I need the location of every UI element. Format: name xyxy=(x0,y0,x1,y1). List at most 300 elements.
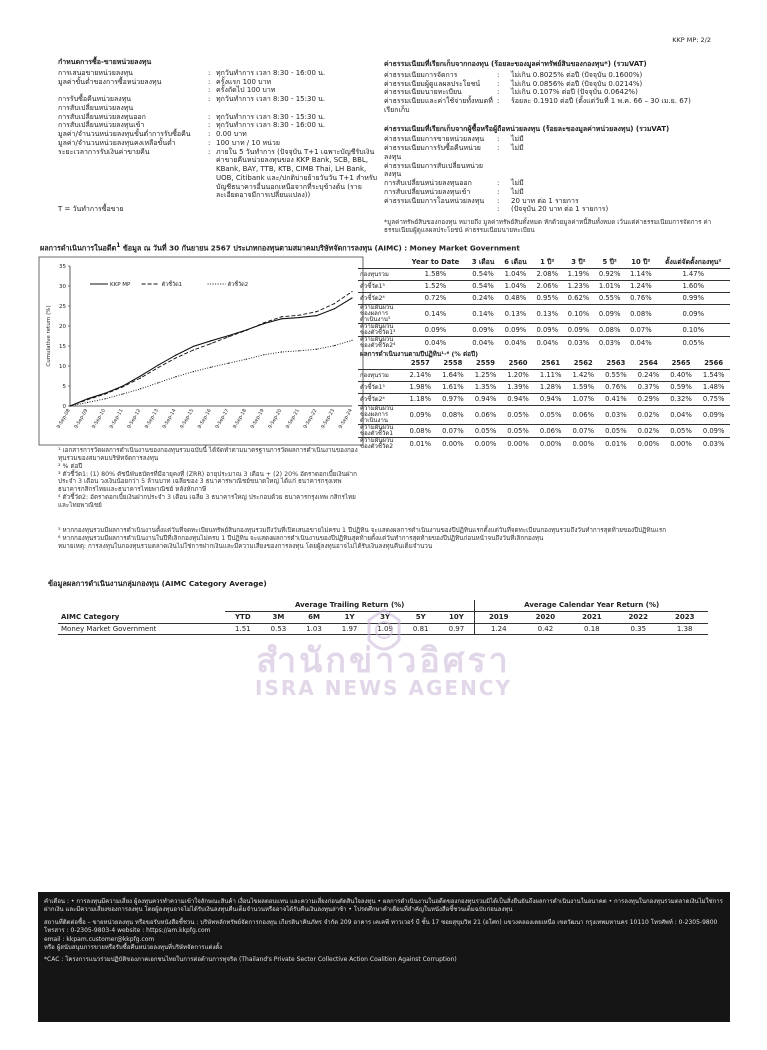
watermark-english: ISRA NEWS AGENCY xyxy=(255,676,512,700)
trading-colon xyxy=(208,104,216,113)
trading-colon: : xyxy=(208,86,211,95)
row-value: 0.00% xyxy=(665,438,698,451)
trading-label: การสับเปลี่ยนหน่วยลงทุน xyxy=(58,103,134,112)
row-value: 1.04% xyxy=(499,269,531,281)
watermark-thai: สำนักข่าวอิศรา xyxy=(256,641,511,681)
investor-fee-row xyxy=(384,205,724,214)
row-label: ตัวชี้วัด1³ xyxy=(358,382,404,394)
table-header-cell: 2558 xyxy=(443,359,463,368)
row-value: 0.09% xyxy=(697,406,730,425)
trailing-return-table xyxy=(358,257,730,349)
row-value: 1.18% xyxy=(404,394,437,406)
aimc-value: 0.53 xyxy=(270,624,287,633)
row-value: 0.09% xyxy=(697,425,730,438)
table-header-cell: 3 เดือน xyxy=(471,258,495,267)
row-value: 1.61% xyxy=(437,382,470,394)
data-point xyxy=(316,311,317,312)
row-value: 1.07% xyxy=(567,394,600,406)
y-tick-label: 20 xyxy=(59,324,66,330)
data-point xyxy=(158,367,159,368)
row-value: 0.09% xyxy=(404,324,467,337)
row-value: 0.95% xyxy=(532,293,563,305)
data-point xyxy=(246,359,247,360)
investor-fee-value: ไม่มี xyxy=(511,135,524,144)
row-label: ความผันผวนของผลการดำเนินงาน xyxy=(358,406,404,425)
data-point xyxy=(140,375,141,376)
row-value: 0.06% xyxy=(469,406,502,425)
fund-fee-colon: : xyxy=(497,97,500,105)
fund-fee-value: ไม่เกิน 0.0856% ต่อปี (ปัจจุบัน 0.0214%) xyxy=(511,79,643,88)
row-value: 0.97% xyxy=(437,394,470,406)
row-value: 1.01% xyxy=(594,281,625,293)
row-label: ตัวชี้วัด2⁴ xyxy=(358,394,404,406)
row-value: 0.00% xyxy=(567,438,600,451)
row-value: 0.13% xyxy=(499,305,531,324)
fund-fee-colon: : xyxy=(497,70,500,79)
data-point xyxy=(105,393,106,394)
data-point xyxy=(228,335,229,336)
table-row xyxy=(358,438,730,451)
investor-fee-row xyxy=(384,179,724,188)
trading-row xyxy=(58,130,378,139)
data-point xyxy=(210,340,211,341)
table-header-row xyxy=(358,358,730,370)
row-value: 0.14% xyxy=(467,305,499,324)
t-note: T = วันทำการซื้อขาย xyxy=(58,205,124,213)
row-value: 1.04% xyxy=(499,281,531,293)
aimc-value: 0.42 xyxy=(537,624,554,633)
calendar-title: ผลการดำเนินงานตามปีปฏิทิน¹·⁶ (% ต่อปี) xyxy=(360,350,478,358)
row-value: 0.14% xyxy=(404,305,467,324)
data-point xyxy=(281,318,282,319)
table-header-blank xyxy=(358,257,404,269)
cumulative-return-chart xyxy=(38,256,364,446)
row-value: 0.29% xyxy=(632,394,665,406)
data-point xyxy=(140,388,141,389)
aimc-category-header: AIMC Category xyxy=(61,612,120,621)
trading-label: การรับซื้อคืนหน่วยลงทุน xyxy=(58,95,132,103)
x-tick-label: 9-Sep-18 xyxy=(232,408,248,430)
row-value: 2.08% xyxy=(532,269,563,281)
fund-fee-row xyxy=(384,88,724,97)
investor-fees-title: ค่าธรรมเนียมที่เรียกเก็บจากผู้ซื้อหรือผู้ถือหน่วยลงทุน (ร้อยละของมูลค่าหน่วยลงทุน) (รวมVAT) xyxy=(384,124,670,133)
row-value: 0.75% xyxy=(697,394,730,406)
table-row xyxy=(358,337,730,350)
page-number: KKP MP: 2/2 xyxy=(672,36,711,44)
investor-fee-label xyxy=(384,205,497,214)
data-point xyxy=(281,316,282,317)
row-value: 0.07% xyxy=(567,425,600,438)
table-header-cell: 5 ปี² xyxy=(602,258,617,267)
investor-fee-label: ค่าธรรมเนียมการสับเปลี่ยนหน่วยลงทุน xyxy=(384,161,484,179)
row-value: 0.24% xyxy=(632,370,665,382)
row-value: 1.14% xyxy=(625,269,656,281)
calendar-return-table xyxy=(358,358,730,450)
footer-warning-box xyxy=(38,892,730,1022)
x-tick-label: 9-Sep-09 xyxy=(74,408,90,430)
row-value: 0.05% xyxy=(469,425,502,438)
table-header-cell: 2566 xyxy=(704,359,724,368)
footnote: ² % ต่อปี xyxy=(58,462,83,470)
footer-email: email : kkpam.customer@kkpfg.com xyxy=(44,935,155,943)
trading-value: ครั้งถัดไป 100 บาท xyxy=(216,86,276,95)
aimc-header-cell: 2019 xyxy=(475,611,522,623)
data-point xyxy=(334,303,335,304)
data-point xyxy=(299,315,300,316)
aimc-value: 1.03 xyxy=(306,624,322,633)
aimc-header-cell: 2022 xyxy=(628,612,648,621)
trading-row xyxy=(58,86,378,95)
row-value: 1.59% xyxy=(567,382,600,394)
row-value: 0.04% xyxy=(467,337,499,350)
row-value: 0.08% xyxy=(594,324,625,337)
table-row xyxy=(358,394,730,406)
row-value: 0.94% xyxy=(502,394,535,406)
trading-label: มูลค่า/จำนวนหน่วยลงทุนขั้นต่ำการรับซื้อคืน xyxy=(58,130,191,138)
row-value: 0.08% xyxy=(625,305,656,324)
row-value: 0.01% xyxy=(600,438,633,451)
series-line-1 xyxy=(70,298,352,406)
fund-fee-colon: : xyxy=(497,88,500,97)
trading-row xyxy=(58,113,378,122)
investor-fee-label: ค่าธรรมเนียมการโอนหน่วยลงทุน xyxy=(384,196,485,205)
trading-colon: : xyxy=(208,147,211,156)
row-value: 0.94% xyxy=(469,394,502,406)
row-value: 0.02% xyxy=(632,425,665,438)
x-tick-label: 9-Sep-15 xyxy=(179,408,196,430)
series-line-2 xyxy=(70,292,352,406)
row-value: 0.99% xyxy=(656,293,730,305)
trading-colon: : xyxy=(208,130,211,138)
fund-fee-label: ค่าธรรมเนียมผู้ดูแลผลประโยชน์ xyxy=(384,79,481,88)
trading-value: ทุกวันทำการ เวลา 8:30 - 15:30 น. xyxy=(216,95,326,103)
row-label: ความผันผวนของตัวชี้วัด1³ xyxy=(358,324,404,337)
table-header-cell: 2557 xyxy=(410,359,430,368)
y-axis-label: Cumulative return (%) xyxy=(46,305,52,367)
performance-title-sup: 1 xyxy=(116,242,121,249)
trading-row xyxy=(58,121,378,130)
performance-title-main: ผลการดำเนินการในอดีต xyxy=(40,243,117,253)
row-value: 0.00% xyxy=(437,438,470,451)
aimc-value: 0.81 xyxy=(412,624,429,633)
row-value: 0.09% xyxy=(656,305,730,324)
legend-label: ตัวชี้วัด1 xyxy=(161,282,183,288)
row-value: 0.03% xyxy=(697,438,730,451)
row-value: 0.92% xyxy=(594,269,625,281)
x-tick-label: 9-Sep-12 xyxy=(127,408,143,430)
trading-label xyxy=(58,86,208,95)
trading-label: ระยะเวลาการรับเงินค่าขายคืน xyxy=(58,147,150,156)
footer-agents: หรือ ผู้สนับสนุนการขายหรือรับซื้อคืนหน่วยลงทุนที่บริษัทจัดการแต่งตั้ง xyxy=(44,943,223,951)
table-header-cell: Year to Date xyxy=(411,258,460,267)
aimc-category: Money Market Government xyxy=(61,624,157,633)
row-value: 0.09% xyxy=(563,324,594,337)
row-label: ความผันผวนของตัวชี้วัด2⁴ xyxy=(358,337,404,350)
aimc-header-cell: 10Y xyxy=(449,612,464,621)
aimc-value: 0.97 xyxy=(448,624,465,633)
x-tick-label: 9-Sep-08 xyxy=(56,408,72,430)
trading-row xyxy=(58,78,378,87)
investor-fee-row xyxy=(384,188,724,197)
data-point xyxy=(105,398,106,399)
row-value: 0.54% xyxy=(467,269,499,281)
row-value: 0.05% xyxy=(502,425,535,438)
table-row xyxy=(358,406,730,425)
investor-fee-row xyxy=(384,144,724,162)
data-point xyxy=(246,330,247,331)
table-header-cell: 2559 xyxy=(476,359,495,368)
x-tick-label: 9-Sep-13 xyxy=(144,408,160,430)
trading-row xyxy=(58,69,378,78)
investor-fee-label: การสับเปลี่ยนหน่วยลงทุนออก xyxy=(384,179,472,187)
aimc-header-cell: YTD xyxy=(234,612,251,621)
investor-fee-row xyxy=(384,162,724,180)
table-row xyxy=(358,370,730,382)
table-row xyxy=(358,382,730,394)
y-tick-label: 10 xyxy=(59,364,66,370)
row-value: 0.00% xyxy=(502,438,535,451)
row-value: 1.11% xyxy=(534,370,567,382)
row-value: 0.07% xyxy=(625,324,656,337)
row-value: 0.40% xyxy=(665,370,698,382)
row-value: 0.09% xyxy=(499,324,531,337)
table-header-blank xyxy=(358,358,404,370)
row-value: 0.48% xyxy=(499,293,531,305)
table-header-cell: ตั้งแต่จัดตั้งกองทุน² xyxy=(665,258,722,267)
aimc-title: ข้อมูลผลการดำเนินงานกลุ่มกองทุน (AIMC Category Average) xyxy=(48,579,267,588)
aimc-header-cell: 3Y xyxy=(380,612,391,621)
data-point xyxy=(228,336,229,337)
table-header-cell: 2563 xyxy=(606,359,626,368)
aimc-value: 1.09 xyxy=(377,624,393,633)
row-value: 0.05% xyxy=(665,425,698,438)
row-value: 0.09% xyxy=(594,305,625,324)
y-tick-label: 35 xyxy=(59,264,66,270)
series-line-3 xyxy=(70,340,352,406)
fund-fee-row xyxy=(384,97,724,115)
data-point xyxy=(299,317,300,318)
data-point xyxy=(122,393,123,394)
data-point xyxy=(316,349,317,350)
trading-rows xyxy=(58,69,378,200)
aimc-value: 1.24 xyxy=(475,623,522,635)
trading-value: 100 บาท / 10 หน่วย xyxy=(216,138,280,147)
trading-value: ครั้งแรก 100 บาท xyxy=(216,77,272,86)
fund-fee-rows xyxy=(384,71,724,115)
x-tick-label: 9-Sep-22 xyxy=(303,408,319,430)
footnotes-wide xyxy=(58,527,698,551)
trading-label: การเสนอขายหน่วยลงทุน xyxy=(58,68,133,77)
row-value: 0.08% xyxy=(404,425,437,438)
data-point xyxy=(334,345,335,346)
aimc-value: 0.35 xyxy=(630,624,647,633)
row-value: 0.02% xyxy=(632,406,665,425)
trading-value: ภายใน 5 วันทำการ (ปัจจุบัน T+1 เฉพาะบัญชีรับเงินค่าขายคืนหน่วยลงทุนของ KKP Bank, SCB, BBL, KBank, BAY, TTB, KTB, CIMB Thai, LH Bank, UOB, Citibank และ/ปกติบ่ายย้ายวันวัน T+1 สำหรับบัญชีธนาคารอื่นนอกเหนือจากที่ระบุข้างต้น (รายละเอียดอาจมีการเปลี่ยนแปลง)) xyxy=(216,147,378,200)
y-tick-label: 0 xyxy=(62,404,66,410)
row-value: 0.32% xyxy=(665,394,698,406)
data-point xyxy=(299,350,300,351)
fund-fees-title: ค่าธรรมเนียมที่เรียกเก็บจากกองทุน (ร้อยละของมูลค่าทรัพย์สินของกองทุน*) (รวมVAT) xyxy=(384,60,647,68)
aimc-value: 0.18 xyxy=(584,624,600,633)
fee-note: *มูลค่าทรัพย์สินของกองทุน หมายถึง มูลค่าทรัพย์สินทั้งหมด หักด้วยมูลค่าหนี้สินทั้งหมด เว้นแต่ค่าธรรมเนียมการจัดการ ค่าธรรมเนียมผู้ดูแลผลประโยชน์ ค่าธรรมเนียมนายทะเบียน xyxy=(384,219,712,234)
aimc-header-cell: 2021 xyxy=(582,612,602,621)
footnote: ⁴ ตัวชี้วัด2: อัตราดอกเบี้ยเงินฝากประจำ 3 เดือน เฉลี่ย 3 ธนาคารใหญ่ ประกอบด้วย ธนาคารกรุงเทพ กสิกรไทย และไทยพาณิชย์ xyxy=(58,494,356,510)
data-point xyxy=(210,343,211,344)
investor-fee-colon: : xyxy=(497,144,500,152)
trading-label: การสับเปลี่ยนหน่วยลงทุนออก xyxy=(58,112,146,121)
row-value: 1.28% xyxy=(534,382,567,394)
row-value: 0.41% xyxy=(600,394,633,406)
aimc-value: 1.51 xyxy=(235,624,251,633)
row-value: 0.08% xyxy=(437,406,470,425)
footnote: หมายเหตุ: การลงทุนในกองทุนรวมตลาดเงินไม่ใช่การฝากเงินและมีความเสี่ยงของการลงทุน โดยผู้ลงทุนอาจไม่ได้รับเงินลงทุนคืนเต็มจำนวน xyxy=(58,542,433,550)
fund-fee-label: ค่าธรรมเนียมและค่าใช้จ่ายทั้งหมดที่เรียกเก็บ xyxy=(384,97,493,114)
row-label: ความผันผวนของตัวชี้วัด2 xyxy=(358,438,404,451)
row-value: 0.05% xyxy=(656,337,730,350)
aimc-header-cell: 6M xyxy=(308,612,320,621)
row-value: 0.05% xyxy=(534,406,567,425)
investor-fee-value: ไม่มี xyxy=(511,187,524,196)
row-value: 0.04% xyxy=(404,337,467,350)
row-value: 0.00% xyxy=(534,438,567,451)
aimc-header-cell: 3M xyxy=(272,612,285,621)
row-value: 0.03% xyxy=(594,337,625,350)
row-value: 1.25% xyxy=(469,370,502,382)
trading-label: มูลค่าขั้นต่ำของการซื้อหน่วยลงทุน xyxy=(58,77,162,86)
data-point xyxy=(193,371,194,372)
data-point xyxy=(158,365,159,366)
x-tick-label: 9-Sep-20 xyxy=(268,408,284,430)
performance-title xyxy=(40,242,740,252)
x-tick-label: 9-Sep-21 xyxy=(285,408,301,430)
trading-colon: : xyxy=(208,95,211,103)
row-value: 2.14% xyxy=(404,370,437,382)
row-value: 0.76% xyxy=(625,293,656,305)
data-point xyxy=(87,399,88,400)
table-header-cell: 3 ปี² xyxy=(571,258,586,267)
trading-row xyxy=(58,148,378,201)
row-value: 0.24% xyxy=(467,293,499,305)
x-tick-label: 9-Sep-19 xyxy=(250,408,266,430)
data-point xyxy=(193,349,194,350)
table-row xyxy=(358,305,730,324)
row-value: 0.94% xyxy=(534,394,567,406)
table-header-cell: 6 เดือน xyxy=(504,258,527,267)
data-point xyxy=(140,377,141,378)
table-row xyxy=(358,269,730,281)
x-tick-label: 9-Sep-17 xyxy=(215,408,231,430)
row-value: 0.55% xyxy=(594,293,625,305)
table-row xyxy=(358,293,730,305)
row-value: 0.06% xyxy=(567,406,600,425)
data-point xyxy=(316,315,317,316)
x-tick-label: 9-Sep-14 xyxy=(162,408,178,430)
trading-value: 0.00 บาท xyxy=(216,130,247,138)
row-value: 1.54% xyxy=(697,370,730,382)
row-label: ตัวชี้วัด1³ xyxy=(358,281,404,293)
row-value: 0.09% xyxy=(532,324,563,337)
row-value: 1.24% xyxy=(625,281,656,293)
trading-colon: : xyxy=(208,77,211,86)
footnotes xyxy=(58,447,358,510)
investor-fee-row xyxy=(384,197,724,206)
data-point xyxy=(175,357,176,358)
table-header-cell: 10 ปี² xyxy=(631,258,651,267)
row-value: 0.59% xyxy=(665,382,698,394)
fees-section xyxy=(384,60,724,235)
fund-fee-value: ไม่เกิน 0.107% ต่อปี (ปัจจุบัน 0.0642%) xyxy=(511,88,638,97)
footer-cac: *CAC : โครงการแนวร่วมปฏิบัติของภาคเอกชนไทยในการต่อต้านการทุจริต (Thailand's Private Sector Collective Action Coalition Against Corruption) xyxy=(44,956,457,964)
table-header-cell: 2561 xyxy=(541,359,561,368)
y-tick-label: 25 xyxy=(59,304,66,310)
investor-fee-label: ค่าธรรมเนียมการรับซื้อคืนหน่วยลงทุน xyxy=(384,144,481,161)
row-value: 0.03% xyxy=(600,406,633,425)
investor-fee-value xyxy=(511,162,724,180)
trading-colon: : xyxy=(208,121,211,130)
aimc-header-cell: 2020 xyxy=(535,612,556,621)
row-value: 1.98% xyxy=(404,382,437,394)
investor-fee-colon: : xyxy=(497,205,500,214)
legend-label: KKP MP xyxy=(110,282,131,288)
trading-colon: : xyxy=(208,112,211,121)
aimc-trailing-title: Average Trailing Return (%) xyxy=(225,600,475,611)
row-value: 0.05% xyxy=(502,406,535,425)
investor-fee-label: การสับเปลี่ยนหน่วยลงทุนเข้า xyxy=(384,187,471,196)
data-point xyxy=(193,346,194,347)
trading-value: ทุกวันทำการ เวลา 8:30 - 16:00 น. xyxy=(216,121,326,130)
investor-fee-rows xyxy=(384,135,724,214)
trading-value: ทุกวันทำการ เวลา 8:30 - 16:00 น. xyxy=(216,68,326,77)
fund-fee-label: ค่าธรรมเนียมนายทะเบียน xyxy=(384,88,462,97)
performance-title-rest: ข้อมูล ณ วันที่ 30 กันยายน 2567 ประเภทกองทุนตามสมาคมบริษัทจัดการลงทุน (AIMC) : Money Market Government xyxy=(120,243,520,253)
row-value: 0.72% xyxy=(404,293,467,305)
table-row xyxy=(358,281,730,293)
row-value: 1.48% xyxy=(697,382,730,394)
aimc-header-cell: 5Y xyxy=(415,612,426,621)
row-value: 0.37% xyxy=(632,382,665,394)
row-label: ความผันผวนของผลการดำเนินงาน⁵ xyxy=(358,305,404,324)
row-value: 1.42% xyxy=(567,370,600,382)
trading-colon: : xyxy=(208,138,211,147)
aimc-value: 1.97 xyxy=(341,624,358,633)
investor-fee-label: ค่าธรรมเนียมการขายหน่วยลงทุน xyxy=(384,135,485,144)
row-value: 0.62% xyxy=(563,293,594,305)
legend-label: ตัวชี้วัด2 xyxy=(227,282,249,288)
aimc-calendar-title: Average Calendar Year Return (%) xyxy=(475,600,708,611)
x-tick-label: 9-Sep-10 xyxy=(91,408,107,430)
trading-row xyxy=(58,104,378,113)
row-value: 0.10% xyxy=(563,305,594,324)
row-value: 0.00% xyxy=(632,438,665,451)
trading-colon: : xyxy=(208,68,211,77)
footnote: ¹ เอกสารการวัดผลการดำเนินงานของกองทุนรวมฉบับนี้ ได้จัดทำตามมาตรฐานการวัดผลการดำเนินงานของกองทุนรวมของสมาคมบริษัทจัดการลงทุน xyxy=(58,447,358,462)
y-tick-label: 5 xyxy=(62,384,66,390)
table-header-row xyxy=(358,257,730,269)
data-point xyxy=(228,363,229,364)
row-label: ตัวชี้วัด2⁴ xyxy=(358,293,404,305)
x-tick-label: 9-Sep-11 xyxy=(109,408,125,430)
investor-fee-value: ไม่มี xyxy=(511,179,524,187)
row-value: 0.04% xyxy=(532,337,563,350)
performance-tables xyxy=(358,257,730,450)
footnote: ⁵ หากกองทุนรวมมีผลการดำเนินงานตั้งแต่วันที่จดทะเบียนทรัพย์สินกองทุนรวมถึงวันที่เปิดเสนอขายไม่ครบ 1 ปีปฏิทิน จะแสดงผลการดำเนินงานของปีปฏิทินแรกตั้งแต่วันที่จดทะเบียนกองทุนรวมถึงวันทำการสุดท้ายของปีปฏิทินแรก xyxy=(58,527,667,534)
investor-fee-value: (ปัจจุบัน 20 บาท ต่อ 1 รายการ) xyxy=(511,205,609,214)
data-point xyxy=(210,367,211,368)
row-value: 0.54% xyxy=(467,281,499,293)
footnote: ⁶ หากกองทุนรวมมีผลการดำเนินงานในปีที่เลิกกองทุนไม่ครบ 1 ปีปฏิทิน จะแสดงผลการดำเนินงานของปีปฏิทินสุดท้ายตั้งแต่วันทำการสุดท้ายของปีปฏิทินก่อนหน้าจนถึงวันที่เลิกกองทุน xyxy=(58,534,544,542)
row-value: 0.04% xyxy=(499,337,531,350)
row-label: กองทุนรวม xyxy=(358,370,404,382)
